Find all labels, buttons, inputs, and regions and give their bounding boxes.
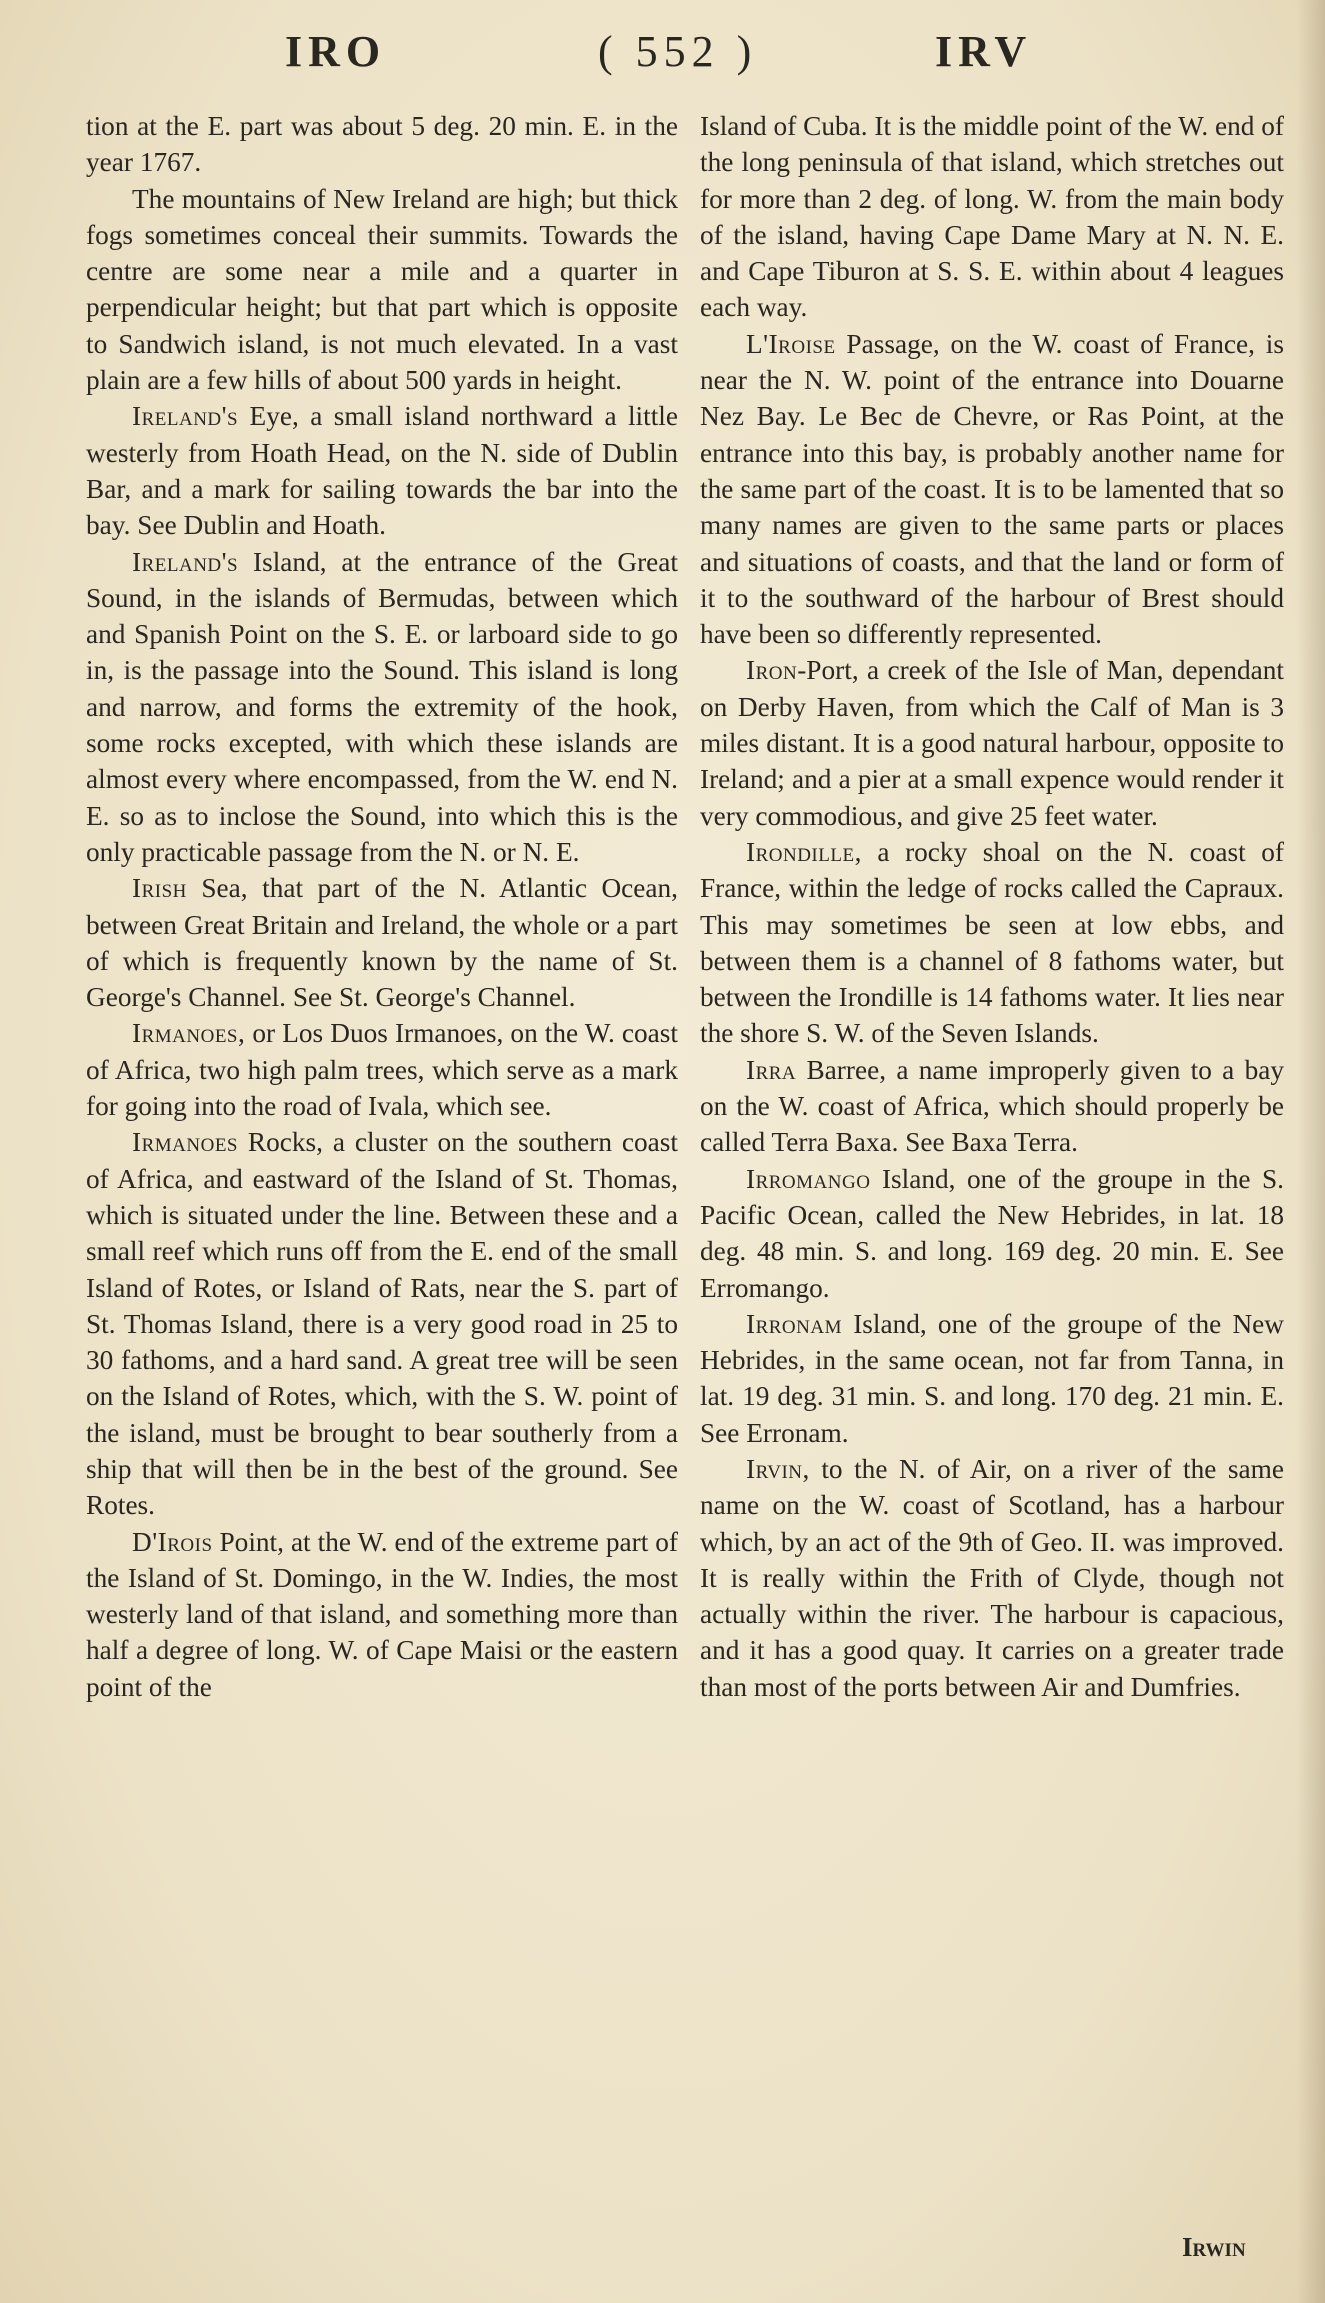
dictionary-entry [700,1052,1284,1161]
dictionary-entry [86,1524,678,1705]
page-edge-shadow [1297,0,1325,2303]
entry-headword: L'Iroise [746,328,836,359]
entry-text: The mountains of New Ireland are high; but thick fogs sometimes conceal their summits. Towards the centre are some near a mile and a quarter in perpendicular height; but that part which is opposite to Sandwich island, is not much elevated. In a vast plain are a few hills of about 500 yards in height. [86,183,678,396]
dictionary-entry [700,108,1284,326]
dictionary-entry [86,108,678,181]
entry-text: Island of Cuba. It is the middle point of the W. end of the long peninsula of that island, which stretches out for more than 2 deg. of long. W. from the main body of the island, having Cape Dame Mary at N. N. E. and Cape Tiburon at S. S. E. within about 4 leagues each way. [700,111,1284,323]
entry-text: Barree, a name improperly given to a bay on the W. coast of Africa, which should properly be called Terra Baxa. See Baxa Terra. [700,1054,1284,1158]
dictionary-entry [700,326,1284,653]
entry-headword: Ireland's [132,546,239,577]
dictionary-entry [86,1015,678,1124]
dictionary-entry [700,1161,1284,1306]
running-header [0,20,1325,90]
dictionary-entry [86,544,678,871]
entry-text: tion at the E. part was about 5 deg. 20 min. E. in the year 1767. [86,111,678,178]
entry-text: Island, at the entrance of the Great Sound, in the islands of Bermudas, between which and Spanish Point on the S. E. or larboard side to go in, is the passage into the Sound. This island is long and narrow, and forms the extremity of the hook, some rocks excepted, with which these islands are almost every where encompassed, from the W. end N. E. so as to inclose the Sound, into which this is the only practicable passage from the N. or N. E. [86,546,678,867]
dictionary-entry [700,652,1284,833]
entry-headword: Irvin, [746,1453,810,1484]
entry-text: Island, one of the groupe in the S. Pacific Ocean, called the New Hebrides, in lat. 18 deg. 48 min. S. and long. 169 deg. 20 min. E. See Erromango. [700,1163,1284,1303]
entry-text: or Los Duos Irmanoes, on the W. coast of Africa, two high palm trees, which serve as a mark for going into the road of Ivala, which see. [86,1018,678,1122]
entry-text: Rocks, a cluster on the southern coast of Africa, and eastward of the Island of St. Thomas, which is situated under the line. Between these and a small reef which runs off from the E. end of the small Island of Rotes, or Island of Rats, near the S. part of St. Thomas Island, there is a very good road in 25 to 30 fathoms, and a hard sand. A great tree will be seen on the Island of Rotes, which, with the S. W. point of the island, must be brought to bear southerly from a ship that will then be in the best of the ground. See Rotes. [86,1127,678,1521]
header-left-word: IRO [285,27,387,76]
entry-text: Passage, on the W. coast of France, is near the N. W. point of the entrance into Douarne Nez Bay. Le Bec de Chevre, or Ras Point, at the entrance into this bay, is probably another name for the same part of the coast. It is to be lamented that so many names are given to the same parts or places and situations of coasts, and that the land or form of it to the southward of the harbour of Brest should have been so differently represented. [700,328,1284,650]
entry-text: Eye, a small island northward a little westerly from Hoath Head, on the N. side of Dublin Bar, and a mark for sailing towards the bar into the bay. See Dublin and Hoath. [86,401,678,541]
entry-headword: Irish [132,873,187,904]
entry-text: to the N. of Air, on a river of the same name on the W. coast of Scotland, has a harbour which, by an act of the 9th of Geo. II. was improved. It is really within the Frith of Clyde, though not actually within the river. The harbour is capacious, and it has a good quay. It carries on a greater trade than most of the ports between Air and Dumfries. [700,1453,1284,1702]
entry-text: Island, one of the groupe of the New Hebrides, in the same ocean, not far from Tanna, in lat. 19 deg. 31 min. S. and long. 170 deg. 21 min. E. See Erronam. [700,1308,1284,1448]
dictionary-entry [700,1451,1284,1705]
right-column [700,108,1284,1705]
dictionary-entry [700,1306,1284,1451]
entry-headword: Irmanoes, [132,1018,246,1049]
entry-headword: Irromango [746,1163,871,1194]
catchword: Irwin [1182,2232,1246,2262]
entry-headword: Ireland's [132,401,239,432]
entry-headword: Irondille, [746,836,862,867]
entry-text: -Port, a creek of the Isle of Man, dependant on Derby Haven, from which the Calf of Man is 3 miles distant. It is a good natural harbour, opposite to Ireland; and a pier at a small expence would render it very commodious, and give 25 feet water. [700,655,1284,831]
entry-headword: Irronam [746,1308,842,1339]
entry-headword: D'Irois [132,1526,213,1557]
left-column [86,108,678,1705]
dictionary-entry [86,398,678,543]
entry-text: a rocky shoal on the N. coast of France, within the ledge of rocks called the Capraux. This may sometimes be seen at low ebbs, and between them is a channel of 8 fathoms water, but between the Irondille is 14 fathoms water. It lies near the shore S. W. of the Seven Islands. [700,836,1284,1049]
page-number: ( 552 ) [598,27,758,76]
dictionary-entry [86,870,678,1015]
dictionary-entry [86,181,678,399]
entry-headword: Iron [746,655,798,686]
dictionary-entry [700,834,1284,1052]
entry-headword: Irra [746,1054,797,1085]
dictionary-entry [86,1124,678,1523]
entry-headword: Irmanoes [132,1127,238,1158]
entry-text: Point, at the W. end of the extreme part of the Island of St. Domingo, in the W. Indies, the most westerly land of that island, and something more than half a degree of long. W. of Cape Maisi or the eastern point of the [86,1526,678,1702]
header-right-word: IRV [935,27,1033,76]
entry-text: Sea, that part of the N. Atlantic Ocean, between Great Britain and Ireland, the whole or a part of which is frequently known by the name of St. George's Channel. See St. George's Channel. [86,873,678,1013]
